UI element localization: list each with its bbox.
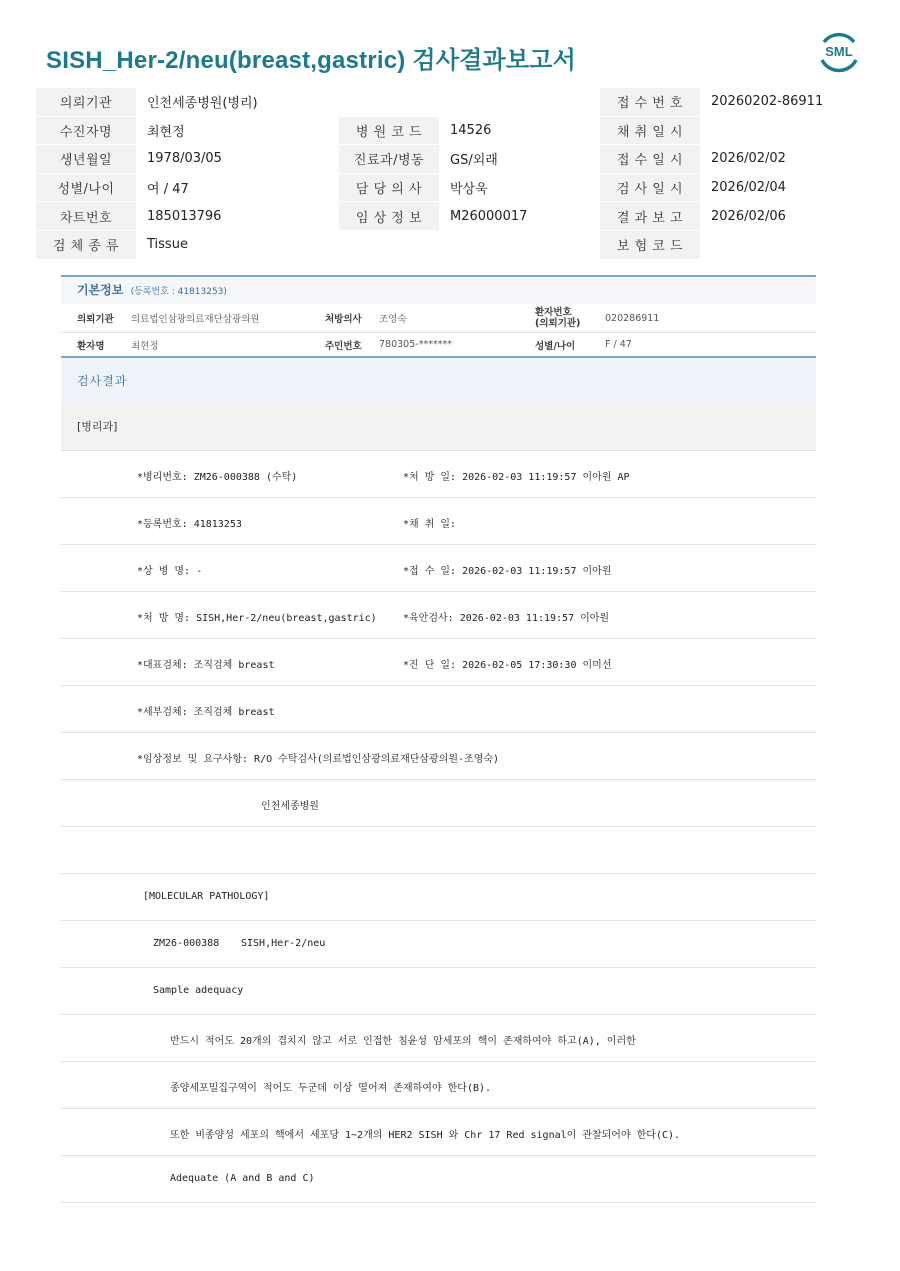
adequacy-line-a: 반드시 적어도 20개의 겹치지 않고 서로 인접한 침윤성 암세포의 핵이 존재하여야 하고(A), 이러한 (170, 1036, 636, 1047)
department-label: [병리과] (61, 404, 816, 451)
main-specimen: *대표검체: 조직검체 breast (137, 660, 275, 671)
report-date-label: 결 과 보 고 (600, 202, 700, 231)
report-title: SISH_Her-2/neu(breast,gastric) 검사결과보고서 (46, 47, 577, 74)
birth-value: 1978/03/05 (136, 145, 339, 174)
basic-doctor-value: 조영숙 (379, 304, 535, 333)
hospital-code-value: 14526 (439, 116, 600, 145)
basic-info-header (61, 275, 816, 304)
test-date-value: 2026/02/04 (700, 173, 864, 202)
dept-value: GS/외래 (439, 145, 600, 174)
requesting-org-label: 의뢰기관 (36, 88, 136, 116)
result-row (61, 1062, 816, 1109)
receipt-date: *접 수 일: 2026-02-03 11:19:57 이아원 (403, 566, 612, 577)
sex-age-value: 여 / 47 (136, 173, 339, 202)
diagnosis-date: *진 단 일: 2026-02-05 17:30:30 이미선 (403, 660, 612, 671)
report-header-table (36, 88, 864, 260)
basic-patient-label: 환자명 (61, 333, 131, 358)
basic-pid-label-1: 환자번호 (535, 307, 572, 318)
case-no: ZM26-000388 (153, 938, 220, 949)
basic-sexage-value: F / 47 (605, 333, 816, 358)
sub-specimen: *세부검체: 조직검체 breast (137, 707, 275, 718)
order-name: *처 방 명: SISH,Her-2/neu(breast,gastric) (137, 613, 377, 624)
basic-rrn-label: 주민번호 (325, 333, 379, 358)
report-date-value: 2026/02/06 (700, 202, 864, 231)
adequacy-line-c: 또한 비종양성 세포의 핵에서 세포당 1~2개의 HER2 SISH 와 Chr 17 Red signal이 관찰되어야 한다(C). (170, 1130, 681, 1141)
clinical-value: M26000017 (439, 202, 600, 231)
result-row (61, 592, 816, 639)
sex-age-label: 성별/나이 (36, 173, 136, 202)
result-row (61, 686, 816, 733)
basic-org-value: 의료법인삼광의료재단삼광의원 (131, 304, 325, 333)
basic-pid-value: 020286911 (605, 304, 816, 333)
result-panel (61, 275, 816, 1203)
birth-label: 생년월일 (36, 145, 136, 174)
insurance-value (700, 230, 864, 259)
basic-rrn-value: 780305-******* (379, 333, 535, 358)
specimen-label: 검 체 종 류 (36, 230, 136, 259)
test-date-label: 검 사 일 시 (600, 173, 700, 202)
basic-pid-label (535, 304, 605, 333)
doctor-label: 담 당 의 사 (339, 173, 439, 202)
receipt-date-value: 2026/02/02 (700, 145, 864, 174)
requesting-org-value: 인천세종병원(병리) (136, 88, 600, 116)
adequacy-line-b: 종양세포밀집구역이 적어도 두군데 이상 떨어져 존재하여야 한다(B). (170, 1083, 492, 1094)
gross-exam: *육안검사: 2026-02-03 11:19:57 이아원 (403, 613, 610, 624)
result-row (61, 780, 816, 827)
result-row (61, 545, 816, 592)
adequate-result: Adequate (A and B and C) (170, 1173, 315, 1184)
basic-info-table (61, 304, 816, 358)
clinical-info: *임상정보 및 요구사항: R/O 수탁검사(의료법인삼광의료재단삼광의원-조영숙) (137, 754, 500, 765)
basic-org-label: 의뢰기관 (61, 304, 131, 333)
insurance-label: 보 험 코 드 (600, 230, 700, 259)
result-header: 검사결과 (61, 358, 816, 404)
result-row (61, 639, 816, 686)
dept-label: 진료과/병동 (339, 145, 439, 174)
chart-value: 185013796 (136, 202, 339, 231)
chart-label: 차트번호 (36, 202, 136, 231)
doctor-value: 박상욱 (439, 173, 600, 202)
receipt-no-label: 접 수 번 호 (600, 88, 700, 116)
collect-date-value (700, 116, 864, 145)
receipt-no-value: 20260202-86911 (700, 88, 864, 116)
hospital-code-label: 병 원 코 드 (339, 116, 439, 145)
sample-adequacy: Sample adequacy (153, 985, 244, 996)
hospital-name: 인천세종병원 (261, 801, 319, 812)
receipt-date-label: 접 수 일 시 (600, 145, 700, 174)
result-row (61, 451, 816, 498)
specimen-value: Tissue (136, 230, 600, 259)
collect-date-label: 채 취 일 시 (600, 116, 700, 145)
basic-info-title: 기본정보 (77, 283, 124, 297)
disease-name: *상 병 명: - (137, 566, 203, 577)
result-row (61, 733, 816, 780)
basic-sexage-label: 성별/나이 (535, 333, 605, 358)
pathology-no: *병리번호: ZM26-000388 (수탁) (137, 472, 298, 483)
collection-date: *채 취 일: (403, 519, 457, 530)
patient-label: 수진자명 (36, 116, 136, 145)
basic-patient-value: 최현정 (131, 333, 325, 358)
result-row (61, 498, 816, 545)
basic-pid-label-2: (의뢰기관) (535, 318, 581, 329)
order-date: *처 방 일: 2026-02-03 11:19:57 이아원 AP (403, 472, 630, 483)
result-row (61, 1109, 816, 1156)
result-row-empty (61, 827, 816, 874)
patient-value: 최현정 (136, 116, 339, 145)
sml-logo (816, 28, 862, 74)
logo-text: SML (825, 44, 853, 59)
result-row (61, 1156, 816, 1203)
result-row (61, 874, 816, 921)
result-row (61, 1015, 816, 1062)
basic-info-reg: (등록번호 : 41813253) (130, 287, 227, 297)
molecular-title: [MOLECULAR PATHOLOGY] (143, 891, 270, 902)
result-row (61, 968, 816, 1015)
case-test: SISH,Her-2/neu (241, 938, 326, 949)
basic-doctor-label: 처방의사 (325, 304, 379, 333)
registration-no: *등록번호: 41813253 (137, 519, 242, 530)
clinical-label: 임 상 정 보 (339, 202, 439, 231)
result-row (61, 921, 816, 968)
